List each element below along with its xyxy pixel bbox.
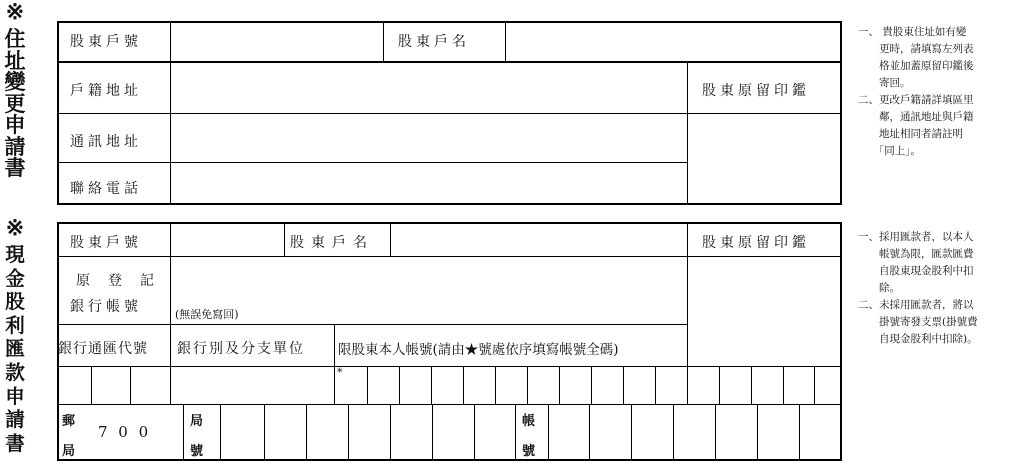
form1-seal-label: 股東原留印鑑 <box>702 83 810 99</box>
branch-field[interactable] <box>172 368 333 403</box>
form1-mailing-address-field[interactable] <box>172 115 685 161</box>
form1-shareholder-name-field[interactable] <box>507 23 840 60</box>
remit-code-digit[interactable] <box>93 368 129 403</box>
form2-bank-account-hint: (無誤免寫回) <box>175 308 239 321</box>
form1-seal-box[interactable] <box>689 115 840 203</box>
form1-title-mark: ※ <box>5 0 25 25</box>
form2-title-text: 現 金 股 利 匯 款 申 請 書 <box>5 243 25 455</box>
form1-registered-address-field[interactable] <box>172 63 685 112</box>
form2-branch-label: 銀行別及分支單位 <box>177 341 305 357</box>
account-star: * <box>337 366 343 379</box>
form2-bank-account-field[interactable] <box>172 258 685 323</box>
form2-title-mark: ※ <box>5 215 25 241</box>
post-code: 7 0 0 <box>98 423 152 441</box>
bureau-number-field[interactable] <box>221 406 514 459</box>
form1-notes: 一、 貴股東住址如有變 更時，請填寫左列表 格並加蓋原留印鑑後 寄回。 二、更改戶籍請詳填區里 鄰，通訊地址與戶籍 地址相同者請註明 「同上」。 <box>858 26 974 157</box>
form1-shareholder-no-field[interactable] <box>172 23 382 60</box>
form1-phone-field[interactable] <box>172 164 685 203</box>
form2-seal-label: 股東原留印鑑 <box>702 235 810 251</box>
form2-seal-box[interactable] <box>689 258 840 364</box>
bureau-label-2: 號 <box>190 444 204 459</box>
form2-bank-account-label-2: 銀行帳號 <box>70 299 142 315</box>
remit-code-digit[interactable] <box>59 368 89 403</box>
account-label-1: 帳 <box>522 414 536 429</box>
form2-shareholder-no-field[interactable] <box>172 224 283 255</box>
post-office-label-1: 郵 <box>62 414 76 429</box>
form1-shareholder-name-label: 股東戶名 <box>398 34 470 50</box>
form1-title-text: 住 址 變 更 申 請 書 <box>4 26 26 180</box>
form2-account-no-label: 限股東本人帳號(請由★號處依序填寫帳號全碼) <box>338 342 619 358</box>
account-label-2: 號 <box>522 444 536 459</box>
form1-shareholder-no-label: 股東戶號 <box>70 34 142 50</box>
form2-bank-account-label-1: 原 登 記 <box>76 273 156 289</box>
form2-shareholder-no-label: 股東戶號 <box>70 235 142 251</box>
form2-notes: 一、採用匯款者，以本人 帳號為限，匯款匯費 自股東現金股利中扣 除。 二、未採用匯款者，將以 掛號寄發支票(掛號費 自現金股利中扣除)。 <box>858 231 978 345</box>
post-office-label-2: 局 <box>62 444 76 459</box>
form1-registered-address-label: 戶籍地址 <box>70 83 142 99</box>
form2-shareholder-name-label: 股東戶名 <box>290 235 374 251</box>
form2-remit-code-label: 銀行通匯代號 <box>58 341 148 357</box>
remit-code-digit[interactable] <box>132 368 169 403</box>
form1-phone-label: 聯絡電話 <box>70 181 142 197</box>
form1-mailing-address-label: 通訊地址 <box>70 134 142 150</box>
form2-shareholder-name-field[interactable] <box>392 224 686 255</box>
bureau-label-1: 局 <box>190 414 204 429</box>
post-account-field[interactable] <box>549 406 840 459</box>
